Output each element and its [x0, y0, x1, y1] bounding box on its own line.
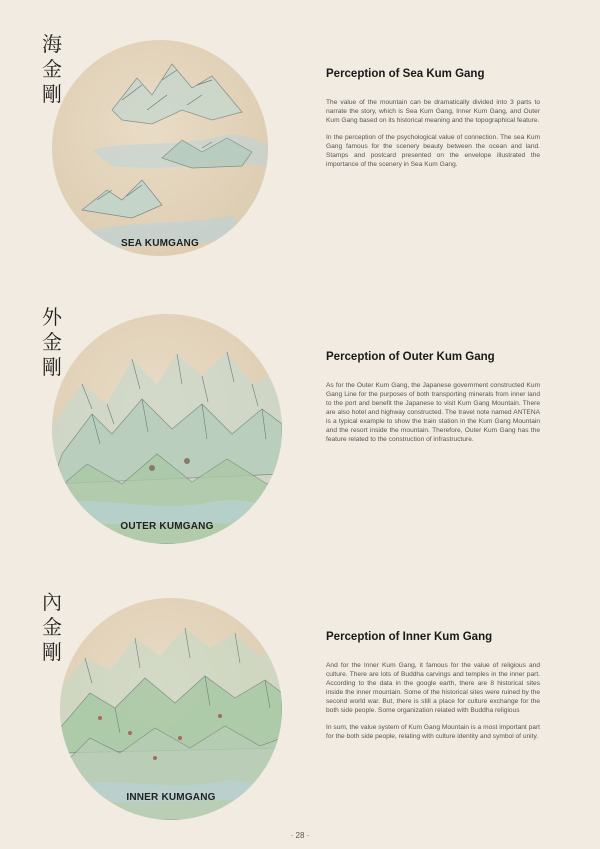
- mountain-illustration: [52, 40, 268, 256]
- calligraphy-char: 剛: [42, 355, 62, 379]
- calligraphy-char: 剛: [42, 640, 62, 664]
- calligraphy-char: 剛: [42, 82, 62, 106]
- text-column: [326, 68, 540, 177]
- outer-kumgang-painting: [52, 314, 282, 544]
- section-heading: Perception of Sea Kum Gang: [326, 68, 485, 80]
- paragraph: In the perception of the psychological value of connection. The sea Kum Gang famous for the scenery beauty between the ocean and land. Stamps and postcard presented on the envelope illustrated the importance of the scenery in Sea Kum Gang.: [326, 134, 540, 168]
- section-heading: Perception of Outer Kum Gang: [326, 351, 495, 363]
- calligraphy-char: 海: [42, 32, 62, 56]
- paragraph: As for the Outer Kum Gang, the Japanese government constructed Kum Gang Line for the purposes of both transporting minerals from inner land to the port and benefit the Japanese to visit Kum Gang Mountain. There are also hotel and highway constructed. The travel note named ANTENA is a typical example to show the train station in the Kum Gang Mountain and the resort inside the mountain. Therefore, Outer Kum Gang has the feature related to the construction of infrastructure.: [326, 382, 540, 443]
- image-label: SEA KUMGANG: [121, 238, 199, 249]
- image-label: INNER KUMGANG: [126, 792, 216, 803]
- calligraphy-char: 內: [42, 590, 62, 614]
- calligraphy-char: 金: [42, 330, 62, 354]
- mountain-illustration: [52, 314, 282, 544]
- section-heading: Perception of Inner Kum Gang: [326, 631, 493, 643]
- mountain-illustration: [60, 598, 282, 820]
- paragraph: The value of the mountain can be dramatically divided into 3 parts to narrate the story, which is Sea Kum Gang, Inner Kum Gang, and Outer Kum Gang based on its historical meaning and the topographical feature.: [326, 99, 540, 124]
- calligraphy-char: 金: [42, 57, 62, 81]
- paragraph: In sum, the value system of Kum Gang Mountain is a most important part for the both side people, relating with culture identity and symbol of unity.: [326, 724, 540, 740]
- paragraph: And for the Inner Kum Gang, it famous for the value of religious and culture. There are lots of Buddha carvings and temples in the inner part. According to the data in the google earth, there are 8 historical sites inside the inner mountain. Some of the historical sites were ruined by the second world war. But, there is still a place for culture exchange for the both side people. Some organization related with Buddha religious: [326, 662, 540, 714]
- inner-kumgang-painting: [60, 598, 282, 820]
- calligraphy-char: 外: [42, 305, 62, 329]
- text-column: [326, 351, 540, 452]
- page-number: · 28 ·: [290, 831, 310, 840]
- text-column: [326, 631, 540, 749]
- sea-kumgang-painting: [52, 40, 268, 256]
- image-label: OUTER KUMGANG: [120, 521, 214, 532]
- calligraphy-char: 金: [42, 615, 62, 639]
